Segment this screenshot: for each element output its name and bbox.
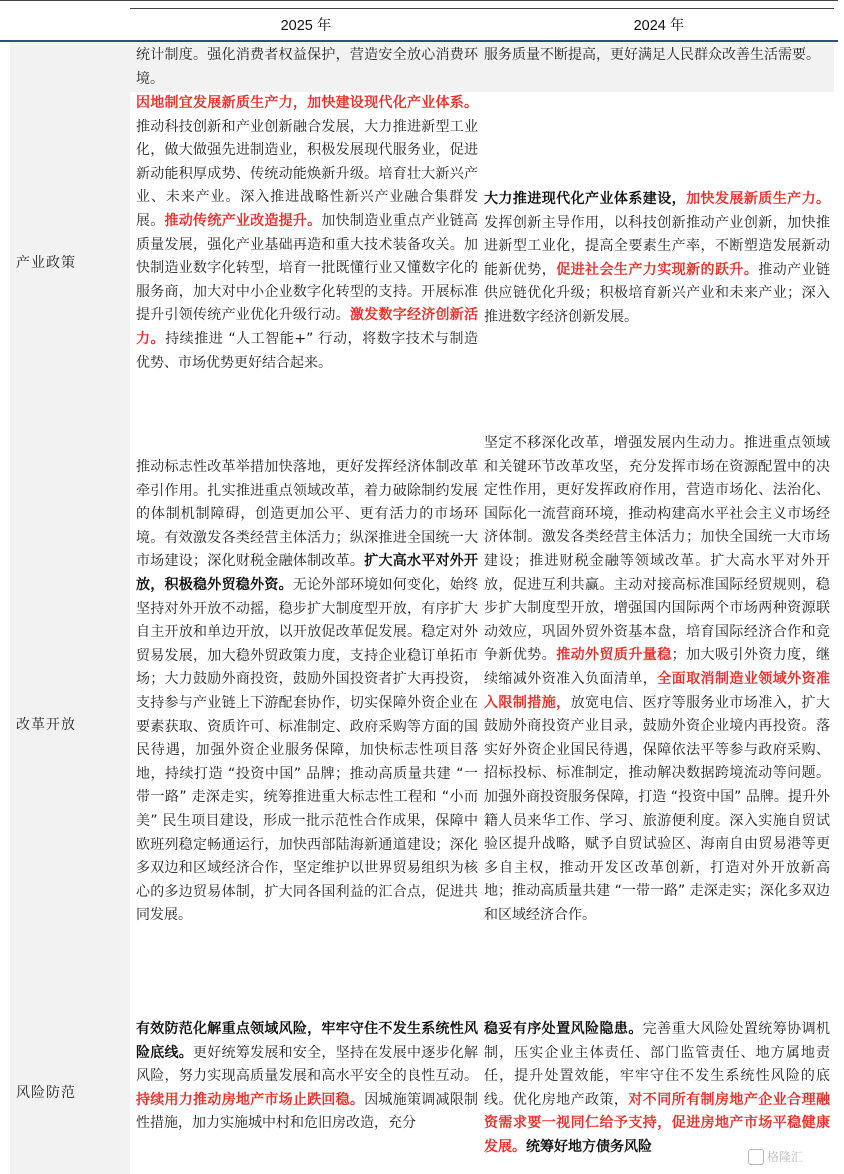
table-header bbox=[0, 0, 844, 44]
body-text: 服务质量不断提高，更好满足人民群众改善生活需要。 bbox=[484, 47, 820, 63]
highlight-text: 对不同所有制房地产企业合理融资需求要一视同仁给予支持，促进房地产市场平稳健康发展。 bbox=[484, 1091, 831, 1155]
header-mid-rule bbox=[130, 8, 834, 9]
table-row-industry-policy bbox=[0, 92, 844, 432]
body-text: 放宽电信、医疗等服务业市场准入，扩大鼓励外商投资产业目录，鼓励外资企业境内再投资。落实好外资企业国民待遇，保障依法平等参与政府采购、招标投标、标准制定，推动解决数据跨境流动等问题。加强外商投资服务保障，打造 “投资中国” 品牌。提升外籍人员来华工作、学习、旅游便利度。深入实施自贸试验区提升战略，赋予自贸试验区、海南自由贸易港等更多自主权，推动开发区改革创新，打造对外开放新高地；推动高质量共建 “一带一路” 走深走实；深化多双边和区域经济合作。 bbox=[484, 694, 830, 923]
body-text: 推动科技创新和产业创新融合发展，大力推进新型工业化，做大做强先进制造业，积极发展现代服务业，促进新动能积厚成势、传统动能焕新升级。培育壮大新兴产业、未来产业。深入推进战略性新兴产业融合集群发展。 bbox=[136, 118, 478, 229]
category-label: 风险防范 bbox=[16, 1085, 76, 1101]
category-label: 改革开放 bbox=[16, 717, 76, 733]
highlight-text: 激发数字经济创新活力。 bbox=[136, 307, 479, 347]
body-text: 更好统筹发展和安全，坚持在发展中逐步化解风险，努力实现高质量发展和高水平安全的良性互动。 bbox=[136, 1044, 479, 1085]
bold-heading-text: 稳妥有序处置风险隐患。 bbox=[484, 1021, 643, 1037]
table-row-risk-prevention bbox=[0, 1018, 844, 1174]
column-header-2024: 2024 年 bbox=[633, 18, 685, 34]
table-row-continuation bbox=[0, 42, 844, 92]
body-text: 推动标志性改革举措加快落地，更好发挥经济体制改革牵引作用。扎实推进重点领域改革，着力破除制约发展的体制机制障碍，创造更加公平、更有活力的市场环境。有效激发各类经营主体活力；纵深推进全国统一大市场建设；深化财税金融体制改革。 bbox=[136, 459, 478, 570]
cell-2025-text bbox=[136, 92, 478, 375]
cell-2025-text bbox=[136, 44, 478, 91]
body-text: 扩大高水平对外开放，促进互利共赢。主动对接高标准国际经贸规则，稳步扩大制度型开放，增强国内国际两个市场两种资源联动效应，巩固外贸外资基本盘，培育国际经济合作和竞争新优势。 bbox=[484, 552, 831, 664]
category-label: 产业政策 bbox=[16, 255, 76, 271]
watermark-text: 格隆汇 bbox=[767, 1150, 804, 1164]
cell-2025-text bbox=[136, 1018, 478, 1136]
cell-2024-text bbox=[484, 1018, 830, 1160]
watermark-icon bbox=[748, 1149, 764, 1165]
body-text: 因城施策调减限制性措施，加力实施城中村和危旧房改造，充分 bbox=[136, 1091, 479, 1132]
bold-heading-text: 扩大高水平对外开放，积极稳外贸稳外资。 bbox=[136, 553, 479, 593]
highlight-text: 持续用力推动房地产市场止跌回稳。 bbox=[136, 1091, 365, 1108]
bold-heading-text: 大力推进现代化产业体系建设， bbox=[484, 191, 687, 207]
cell-2024-text bbox=[484, 188, 830, 330]
cell-2025-text bbox=[136, 456, 478, 928]
cell-2024-text bbox=[484, 432, 830, 927]
bold-heading-text: 统筹好地方债务风险 bbox=[526, 1138, 652, 1155]
highlight-text: 加快发展新质生产力。 bbox=[686, 191, 831, 207]
highlight-text: 促进社会生产力实现新的跃升。 bbox=[556, 261, 759, 278]
highlight-text: 推动外贸质升量稳 bbox=[556, 647, 672, 664]
table-row-reform-opening bbox=[0, 432, 844, 1018]
header-top-rule bbox=[0, 0, 838, 1]
body-text: 持续推进 “人工智能+” 行动，将数字技术与制造优势、市场优势更好结合起来。 bbox=[136, 330, 479, 371]
body-text: 推动产业链供应链优化升级；积极培育新兴产业和未来产业；深入推进数字经济创新发展。 bbox=[484, 261, 831, 325]
body-text: 发挥创新主导作用，以科技创新推动产业创新，加快推进新型工业化，提高全要素生产率，不断塑造发展新动能新优势， bbox=[484, 214, 830, 278]
column-header-2025: 2025 年 bbox=[280, 18, 332, 34]
cell-2024-text bbox=[484, 44, 830, 68]
highlight-text: 因地制宜发展新质生产力，加快建设现代化产业体系。 bbox=[136, 95, 478, 111]
highlight-text: 推动传统产业改造提升。 bbox=[164, 212, 322, 229]
bold-heading-text: 有效防范化解重点领域风险，牢牢守住不发生系统性风险底线。 bbox=[136, 1021, 478, 1061]
body-text: ；加大吸引外资力度，继续缩减外资准入负面清单， bbox=[484, 647, 831, 687]
watermark-logo bbox=[748, 1148, 828, 1170]
body-text: 无论外部环境如何变化，始终坚持对外开放不动摇，稳步扩大制度型开放，有序扩大自主开放和单边开放，以开放促改革促发展。稳定对外贸易发展，加大稳外贸政策力度，支持企业稳订单拓市场；大力鼓励外商投资，鼓励外国投资者扩大再投资，支持参与产业链上下游配套协作，切实保障外资企业在要素获取、资质许可、标准制定、政府采购等方面的国民待遇，加强外资企业服务保障，加快标志性项目落地，持续打造 “投资中国” 品牌；推动高质量共建 “一带一路” 走深走实，统筹推进重大标志性工程和 “小而美” 民生项目建设，形成一批示范性合作成果，保障中欧班列稳定畅通运行，加快西部陆海新通道建设；深化多双边和区域经济合作，坚定维护以世界贸易组织为核心的多边贸易体制，扩大同各国利益的汇合点，促进共同发展。 bbox=[136, 576, 479, 924]
category-cell bbox=[10, 42, 130, 92]
body-text: 完善重大风险处置统筹协调机制，压实企业主体责任、部门监管责任、地方属地责任，提升处置效能，牢牢守住不发生系统性风险的底线。优化房地产政策， bbox=[484, 1021, 831, 1108]
highlight-text: 全面取消制造业领域外资准入限制措施， bbox=[484, 670, 831, 711]
body-text: 统计制度。强化消费者权益保护，营造安全放心消费环境。 bbox=[136, 47, 478, 87]
body-text: 加快制造业重点产业链高质量发展，强化产业基础再造和重大技术装备攻关。加快制造业数字化转型，培育一批既懂行业又懂数字化的服务商，加大对中小企业数字化转型的支持。开展标准提升引领传统产业优化升级行动。 bbox=[136, 212, 479, 324]
body-text: 坚定不移深化改革，增强发展内生动力。推进重点领域和关键环节改革攻坚，充分发挥市场在资源配置中的决定性作用，更好发挥政府作用，营造市场化、法治化、国际化一流营商环境，推动构建高水平社会主义市场经济体制。激发各类经营主体活力；加快全国统一大市场建设；推进财税金融等领域改革。 bbox=[484, 435, 830, 569]
